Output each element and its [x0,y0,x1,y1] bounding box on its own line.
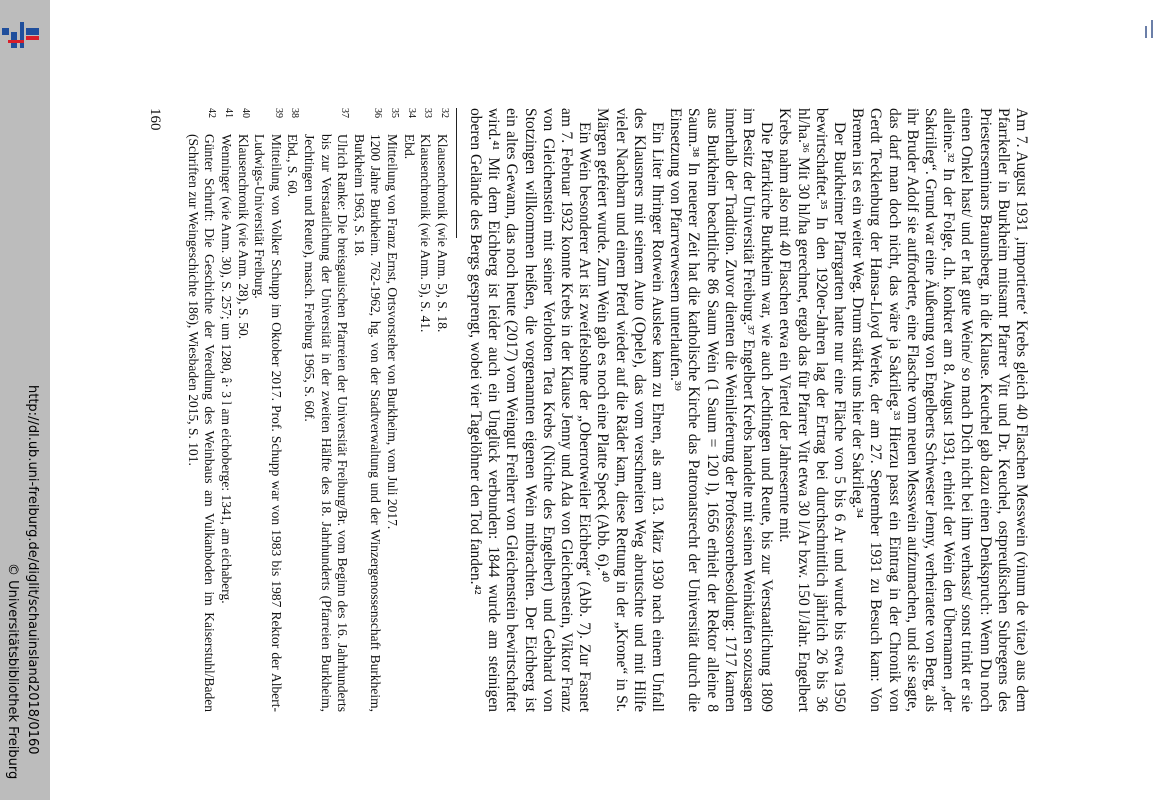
footnote-number: 38 [289,108,301,118]
body-text [466,108,1030,712]
source-url[interactable]: http://dl.ub.uni-freiburg.de/diglit/schauinsland2018/0160 [25,385,40,755]
footnote-text: Mitteilung von Volker Schupp im Oktober 2017. Prof. Schupp war von 1983 bis 1987 Rektor der Albert-Ludwigs-Universität Freiburg. [252,134,284,712]
footnote [184,108,217,712]
footnote-text: Mitteilung von Franz Ernst, Ortsvorsteher von Burkheim, vom Juli 2017. [384,134,400,530]
university-logo-icon [0,14,50,54]
paragraph: Der Burkheimer Pfarrgarten hatte nur eine Fläche von 5 bis 6 Ar und wurde bis etwa 1950 bewirtschaftet.³⁵ In den 1920er-Jahren lag der Ertrag bei durchschnittlich jährlich 26 bis 36 hl/ha.³⁶ Mit 30 hl/ha gerechnet, ergab das für Pfarrer Vitt etwa 30 l/Ar bzw. 150 l/Jahr. Engelbert Krebs nahm also mit 40 Flaschen etwa ein Viertel der Jahresernte mit. [776,108,848,712]
footnote-text: 1200 Jahre Burkheim. 762-1962, hg. von der Stadtverwaltung und der Winzergenossenschaft Burkheim, Burkheim 1963, S. 18. [351,134,384,712]
footnote-number: 40 [239,108,251,118]
footnote [383,108,400,712]
footnote [350,108,383,712]
page-edge-marker [1151,20,1153,38]
paragraph: Am 7. August 1931 ‚importierte‘ Krebs gleich 40 Flaschen Messwein (vinum de vitae) aus dem Pfarrkeller in Burkheim mitsamt Pfarrer Vitt und Dr. Keuchel, ostpreußischen Subregens des Priesterseminars Braunsberg, in die Klause. Keuchel gab dazu einen Denkspruch: Wenn Du noch einen Onkel hast/ und er hat gute Weine/ so mach Dich nicht bei ihm verhasst/ sonst trinkt er sie alleine.³² In der Folge, d.h. konkret am 8. August 1931, erhielt der Wein den Übernamen „der Sakriileg“. Grund war eine Äußerung von Engelberts Schwester Jenny, verheiratete von Berg, als ihr Bruder Adolf sie aufforderte, eine Flasche vom neuen Messwein aufzumachen, und sie sagte, das darf man doch nicht, das wäre ja Sakrileg.³³ Hierzu passt ein Eintrag in der Chronik von Gerdt Tecklenburg der Hansa-Lloyd Werke, der am 27. September 1931 zu Besuch kam: Von Bremen ist es ein weiter Weg. Drum stärkt uns hier der Sakrileg.³⁴ [849,108,1030,712]
footnote [400,108,417,712]
footnote-text: Klausenchronik (wie Anm. 5), S. 41. [418,134,434,333]
footnote [234,108,251,712]
paragraph: Ein Liter Ihringer Rotwein Auslese kam zu Ehren, als am 13. März 1930 nach einem Unfall des Klausners mit seinem Auto (Opele), das vom verschneiten Weg abrutschte und mit Hilfe vieler Nachbarn und einem Pferd wieder auf die Räder kam, diese Rettung in der „Krone“ in St. Märgen gefeiert wurde. Zum Wein gab es noch eine Platte Speck (Abb. 6).⁴⁰ [594,108,666,712]
footnote-text: Ebd. [401,134,417,160]
footnote [217,108,234,712]
paragraph: Ein Wein besonderer Art ist zweifelsohne der „Oberrotweiler Eichberg“ (Abb. 7). Zur Fasnet am 7. Februar 1932 konnte Krebs in der Klause Jenny und Ada von Gleichenstein, Viktor Franz von Gleichenstein mit seiner Verlobten Teta Krebs (Nichte des Engelbert) und Gebhard von Stotzingen willkommen heißen, die vorgenannten eigenen Wein mitbrachten. Der Eichberg ist ein altes Gewann, das noch heute (2017) vom Weingut Freiherr von Gleichenstein bewirtschaftet wird.⁴¹ Mit dem Eichberg ist leider auch ein Unglück verbunden: 1844 wurde am steinigen oberen Gelände des Bergs gesprengt, wobei vier Tagelöhner den Tod fanden.⁴² [466,108,594,712]
footnote-text: Günter Schruft: Die Geschichte der Veredlung des Weinbaus am Vulkanboden im Kaiserstuhl/Baden (Schriften zur Weingeschichte 186), Wiesbaden 2015, S. 101. [185,134,218,712]
footnote-text: Wenninger (wie Anm. 30), S. 257; um 1280, â· 3 l am eichoberge: 1341, am eichaberg. [218,134,234,604]
footnote-number: 33 [422,108,434,118]
footnote [433,108,450,712]
page-edge-marker-small [1145,26,1147,38]
footnote-text: Klausenchronik (wie Anm. 28), S. 50. [235,134,251,340]
footnote-number: 41 [222,108,234,118]
paragraph: Die Pfarrkirche Burkheim war, wie auch Jechtingen und Reute, bis zur Verstaatlichung 1809 im Besitz der Universität Freiburg.³⁷ Engelbert Krebs handelte mit seinen Weinkäufen sozusagen innerhalb der Tradition. Zuvor dienten die Weinlieferung der Professorenbesoldung: 1717 kamen aus Burkheim beachtliche 86 Saum Wein (1 Saum = 120 l), 1656 erhielt der Rektor alleine 8 Saum.³⁸ In neuerer Zeit hat die katholische Kirche das Patronatsrecht der Universität durch die Einsetzung von Pfarrverwesern unterlaufen.³⁹ [667,108,776,712]
scanned-page [146,108,1030,712]
footnote-number: 32 [438,108,450,118]
footnote-number: 36 [372,108,384,118]
footnote [251,108,284,712]
page-number: 160 [147,108,164,131]
copyright-notice: © Universitätsbibliothek Freiburg [5,563,20,780]
footnote-number: 37 [339,108,351,118]
footnote-text: Ebd., S. 60. [285,134,301,198]
footnote [417,108,434,712]
footnotes [184,108,450,712]
viewer-sidebar [0,0,50,800]
footnote [300,108,350,712]
footnote-number: 39 [272,108,284,118]
footnote [284,108,301,712]
footnote-text: Ulrich Ranke: Die breisgauischen Pfarreien der Universität Freiburg/Br. vom Beginn des 16. Jahrhunderts bis zur Verstaatlichung der Universität in der zweiten Hälfte des 18. Jahrhunderts (Pfarreien Burkheim, Jechtingen und Reute), masch. Freiburg 1965, S. 60f. [301,134,351,712]
footnote-number: 42 [206,108,218,118]
footnote-text: Klausenchronik (wie Anm. 5), S. 18. [434,134,450,333]
footnote-number: 34 [405,108,417,118]
footnote-number: 35 [388,108,400,118]
footnote-divider [456,108,457,238]
